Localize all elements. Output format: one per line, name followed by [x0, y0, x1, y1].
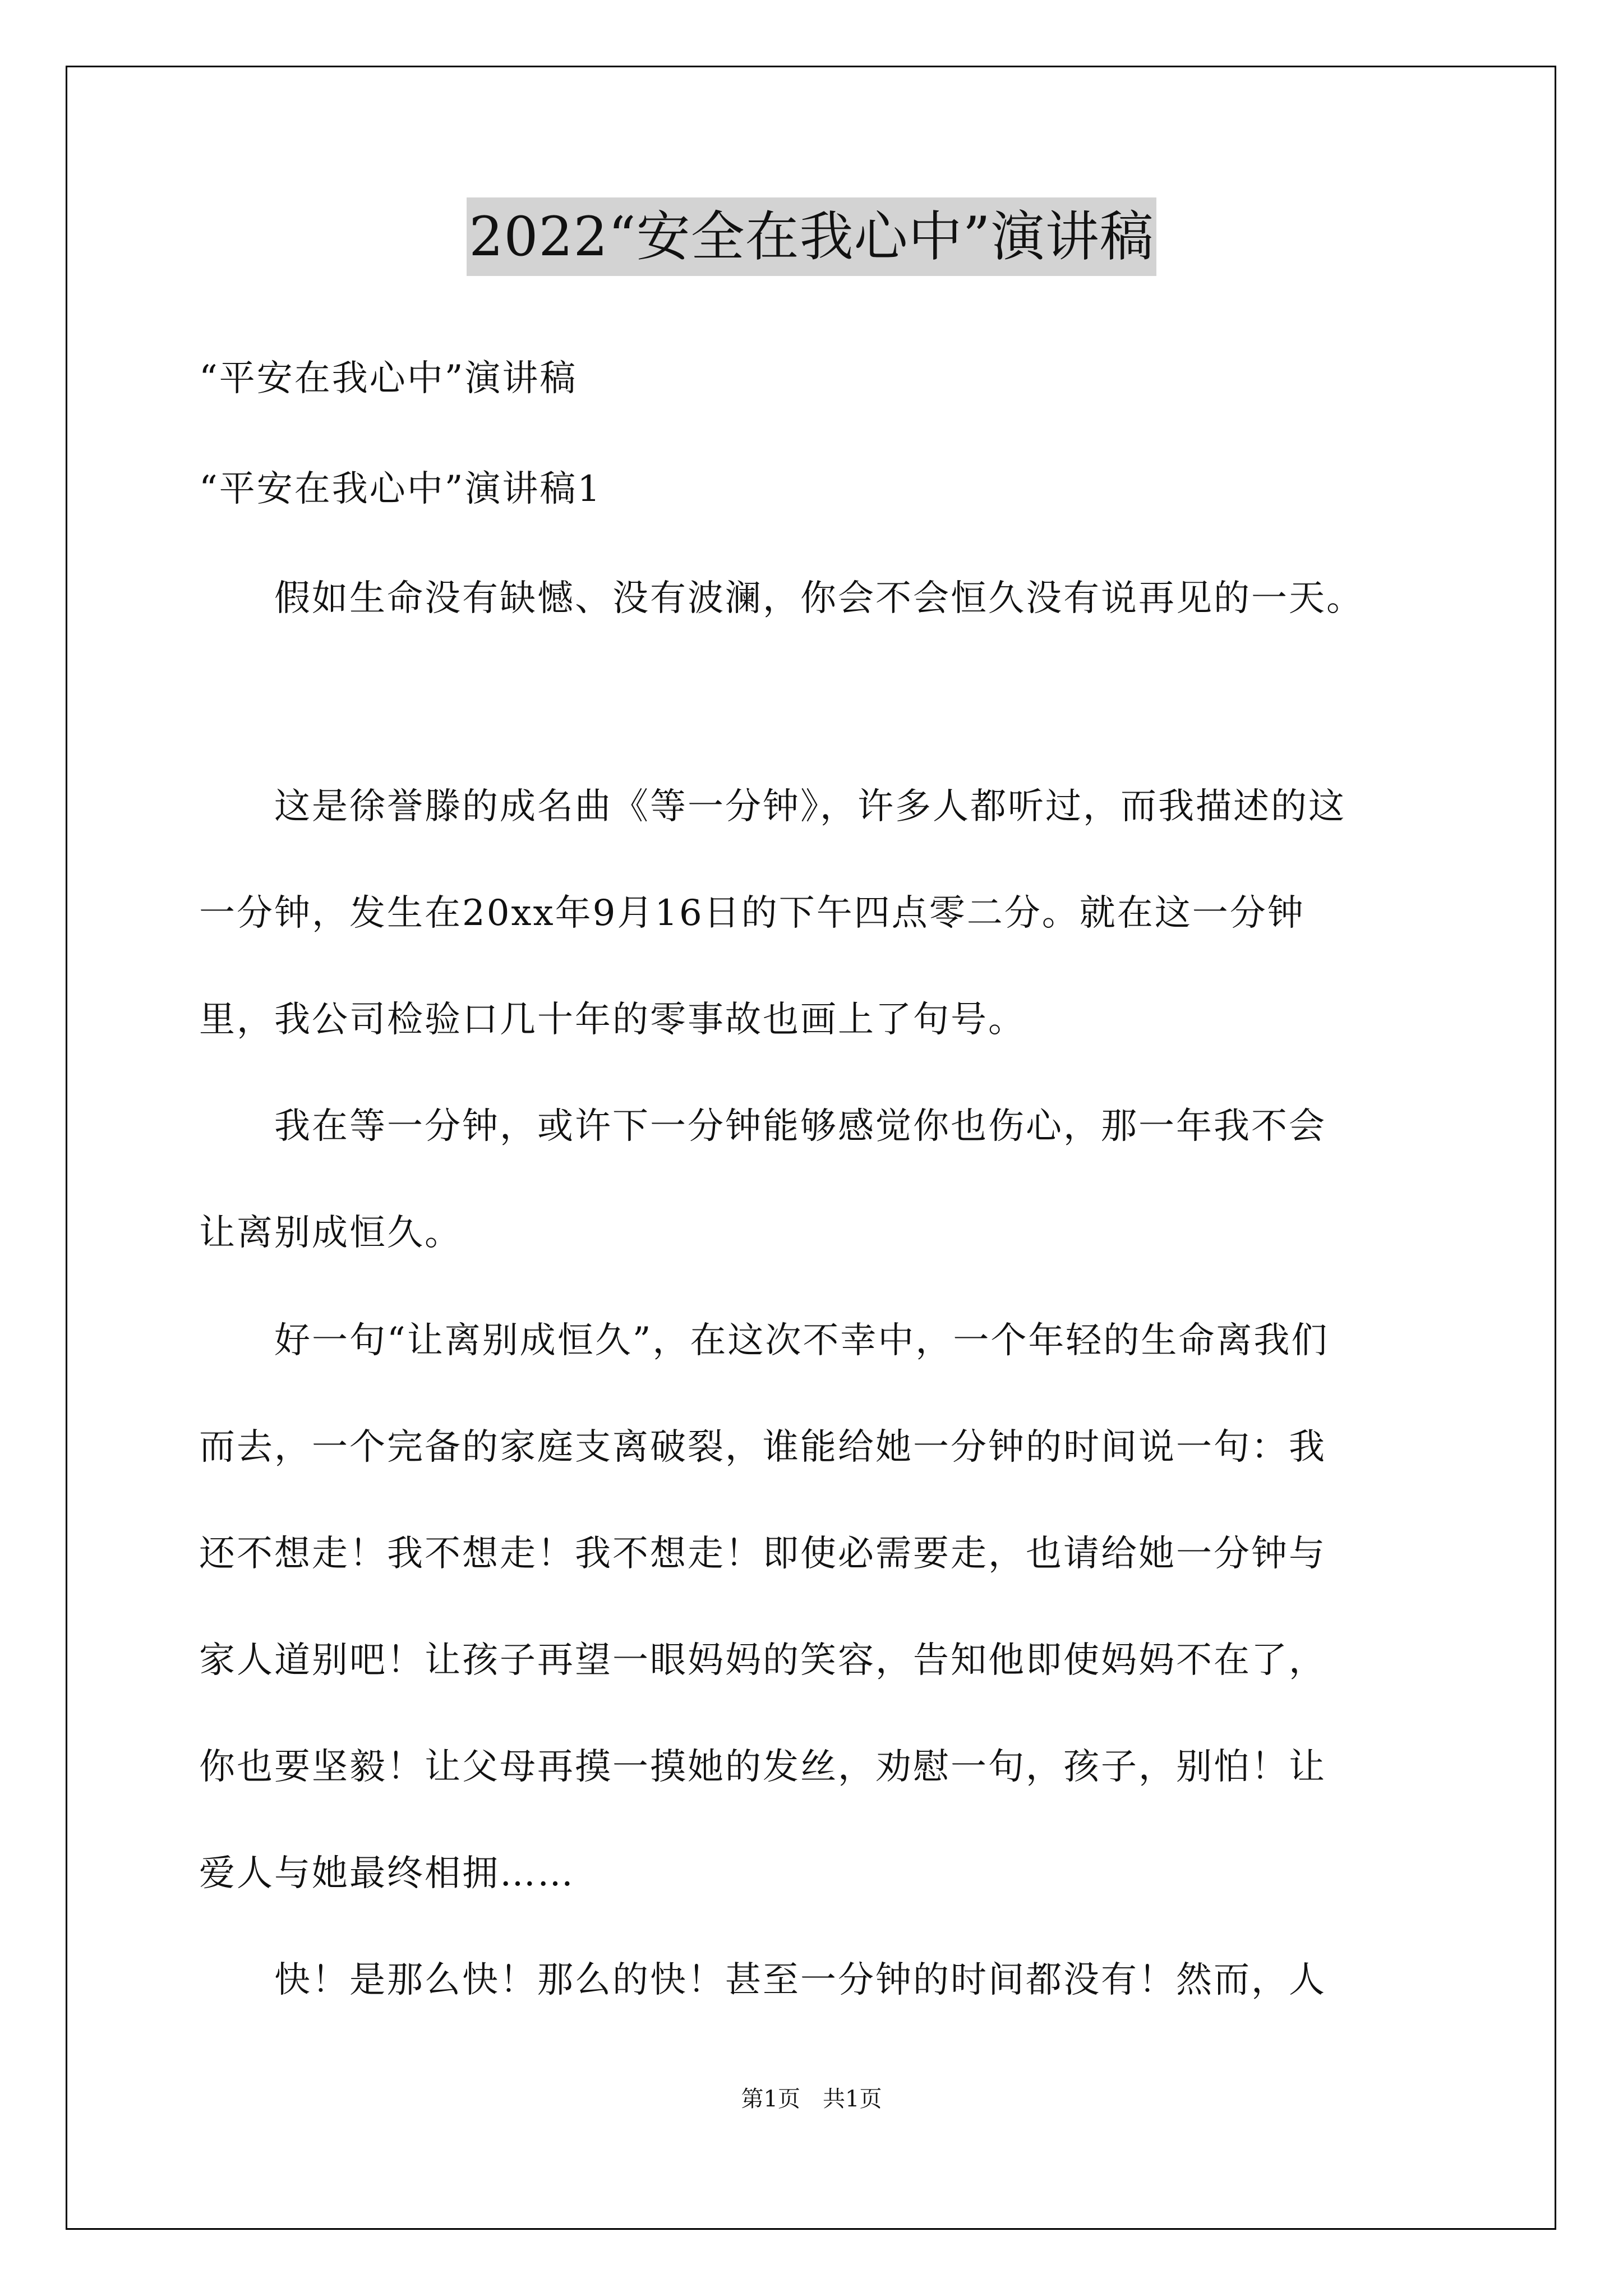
page-footer [0, 2082, 1623, 2116]
paragraph-line: 好一句“让离别成恒久”，在这次不幸中，一个年轻的生命离我们 [199, 1320, 1329, 1361]
paragraph-line: 家人道别吧！让孩子再望一眼妈妈的笑容，告知他即使妈妈不在了， [199, 1640, 1326, 1681]
paragraph-line: 一分钟，发生在20xx年9月16日的下午四点零二分。就在这一分钟 [199, 892, 1305, 934]
page-count: 共1页 [823, 2086, 882, 2112]
paragraph-line: 这是徐誉滕的成名曲《等一分钟》，许多人都听过，而我描述的这 [199, 786, 1346, 827]
page-number: 第1页 [741, 2086, 800, 2112]
paragraph-line: 你也要坚毅！让父母再摸一摸她的发丝，劝慰一句，孩子，别怕！让 [199, 1746, 1326, 1788]
paragraph-line: 里，我公司检验口几十年的零事故也画上了句号。 [199, 999, 1026, 1041]
paragraph-line: 爱人与她最终相拥…… [199, 1853, 575, 1894]
subtitle-line: “平安在我心中”演讲稿1 [199, 468, 602, 510]
paragraph-line: 还不想走！我不想走！我不想走！即使必需要走，也请给她一分钟与 [199, 1533, 1326, 1575]
title-container [0, 197, 1623, 276]
document-title: 2022“安全在我心中”演讲稿 [467, 197, 1156, 276]
paragraph-line: 而去，一个完备的家庭支离破裂，谁能给她一分钟的时间说一句：我 [199, 1427, 1326, 1468]
paragraph-line: 我在等一分钟，或许下一分钟能够感觉你也伤心，那一年我不会 [199, 1106, 1326, 1147]
paragraph-line: 让离别成恒久。 [199, 1212, 462, 1254]
subtitle-line: “平安在我心中”演讲稿 [199, 358, 578, 399]
paragraph-line: 假如生命没有缺憾、没有波澜，你会不会恒久没有说再见的一天。 [199, 578, 1364, 619]
paragraph-line: 快！是那么快！那么的快！甚至一分钟的时间都没有！然而，人 [199, 1959, 1326, 2001]
